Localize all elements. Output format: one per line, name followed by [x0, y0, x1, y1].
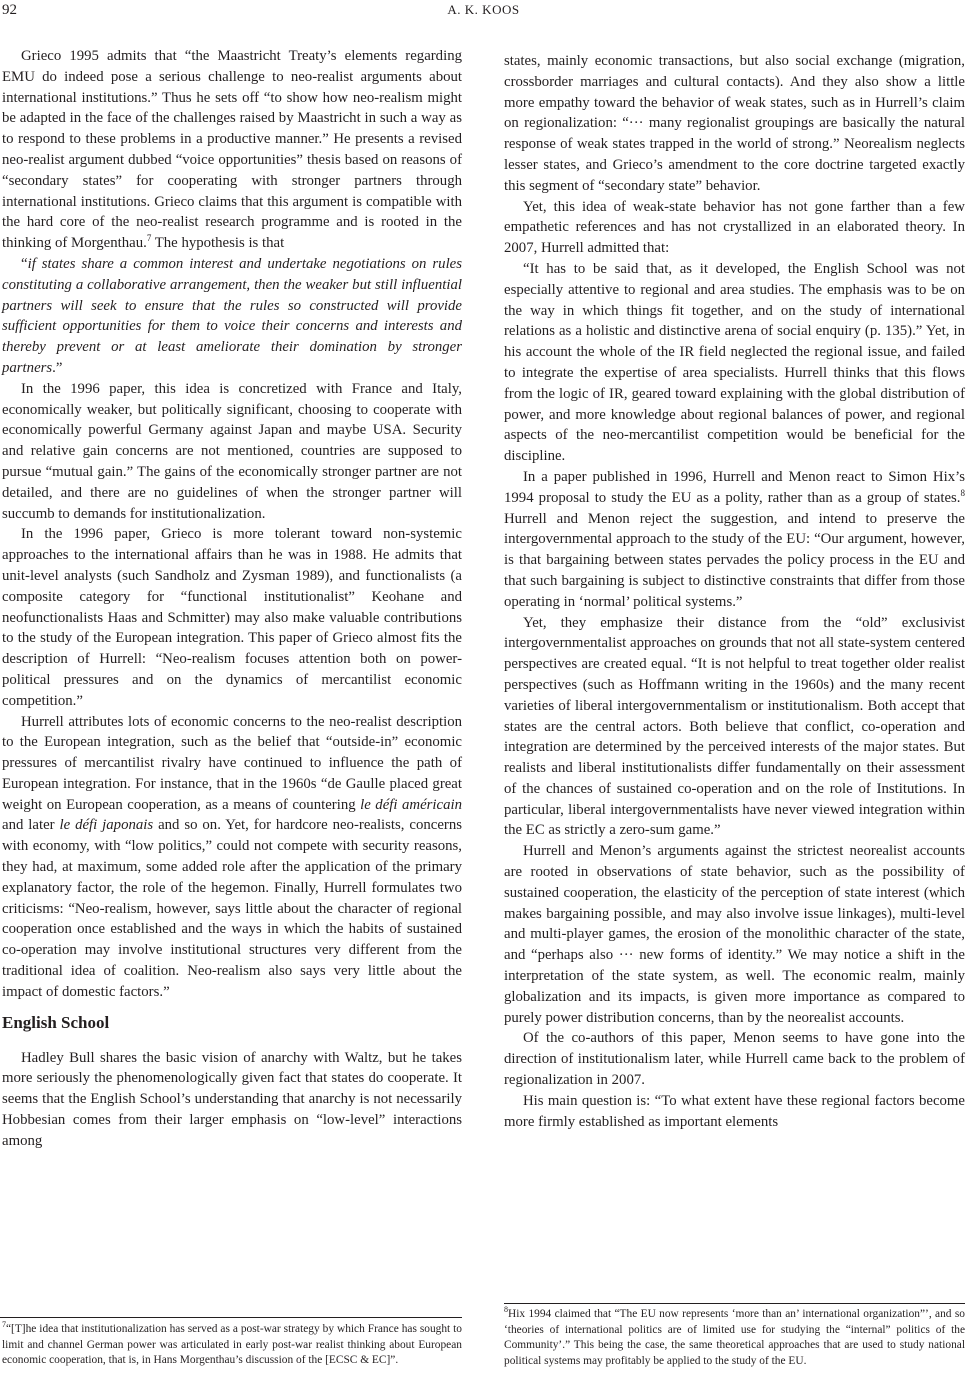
- paragraph-text: The hypothesis is that: [151, 235, 285, 252]
- left-column: [2, 46, 462, 1152]
- footnote-mark: 7: [2, 1320, 6, 1330]
- footnote-divider: [0, 1317, 462, 1318]
- paragraph-text: Grieco 1995 admits that “the Maastricht Treaty’s elements regarding EMU do indeed pose a serious challenge to neo-realist arguments about international institutions.” Thus he sets off “to show how neo-realism might be adapted in the face of the challenges raised by Maastricht in such a way as to respond to these problems in a productive manner.” He presents a revised neo-realist argument dubbed “voice opportunities” thesis based on reasons of “secondary states” for cooperating with stronger partners through international institutions. Grieco claims that this argument is compatible with the hard core of the neo-realist research programme and is rooted in the thinking of Morgenthau.: [2, 48, 462, 252]
- paragraph-text: and later: [2, 817, 60, 834]
- quote-text: if states share a common interest and undertake negotiations on rules constituting a collaborative arrangement, then the weaker but still influential partners will seek to ensure that the rules so constructed will provide sufficient opportunities for them to voice their concerns and interests and thereby prevent or at least ameliorate their domination by stronger partners: [2, 255, 462, 376]
- italic-term: le défi japonais: [59, 817, 154, 834]
- footnote-ref-7: 7: [146, 233, 152, 244]
- paragraph-distance: Yet, they emphasize their distance from the “old” exclusivist intergovernmentalist approaches on grounds that not all state-system centered perspectives are created equal. “It is not helpful to treat together older realist perspectives (such as Hoffmann writing in the 1960s) and the many recent varieties of liberal intergovernmentalism or institutionalism. Both accept that states are the central actors. Both believe that conflict, co-operation and integration are determined by the perceived interests of the major states. But realists and liberal institutionalists differ fundamentally on their assessment of the chances of sustained co-operation and on the role of Institutions. In particular, liberal intergovernmentalists have never viewed integration within the EC as strictly a zero-sum game.”: [504, 614, 965, 839]
- section-heading: English School: [2, 1012, 110, 1032]
- paragraph-1996-france-italy: In the 1996 paper, this idea is concretized with France and Italy, economically weaker, but politically significant, choosing to cooperate with economically powerful Germany against Japan and maybe USA. Security and relative gain concerns are not mentioned, countries are supposed to pursue “mutual gain.” The gains of the economically stronger partner are not detailed, and there are no guidelines of when the stronger partner will succumb to demands for institutionalization.: [2, 380, 462, 522]
- page-header: [0, 2, 967, 24]
- paragraph-grieco-tolerant: In the 1996 paper, Grieco is more tolerant toward non-systemic approaches to the international affairs than he was in 1988. He admits that unit-level analysts (such Sandholz and Zysman 1989), and functionalists (a composite category for “functional institutionalist” Keohane and neofunctionalists Haas and Schmitter) may also make valuable contributions to the study of the European integration. This paper of Grieco almost fits the description of Hurrell: “Neo-realism focuses attention both on power-political pressures and on the dynamics of mercantilist economic competition.”: [2, 526, 462, 709]
- paragraph-coauthors: Of the co-authors of this paper, Menon seems to have gone into the direction of institutionalism later, while Hurrell came back to the problem of regionalization in 2007.: [504, 1030, 965, 1089]
- paragraph-hurrell-economic: [2, 712, 462, 1003]
- footnote-8: [504, 1307, 965, 1369]
- paragraph-arguments: Hurrell and Menon’s arguments against the strictest neorealist accounts are rooted in observations of state behavior, such as the possibility of sustained cooperation, the elasticity of the perception of state interest (which makes bargaining possible, and may also involve issue linkages), multi-level and multi-player games, the erosion of the monolithic character of the state, and “perhaps also ··· new forms of identity.” We may notice a shift in the interpretation of the state system, as well. The economic realm, mainly globalization and its impacts, is given more importance as compared to purely power distribution concerns, than by the neorealist accounts.: [504, 843, 965, 1026]
- paragraph-hurrell-quote: “It has to be said that, as it developed, the English School was not especially attentive to regional and area studies. The emphasis was to be on the way in which things fit together, and on the study of international relations as a holistic and distinctive arena of social enquiry (p. 135).” Yet, in his account the whole of the IR field neglected the regional issue, and failed to integrate the expertise of area specialists. Hurrell thinks that this flows from the logic of IR, geared toward explaining with the global distribution of power, and more knowledge about regional balances of power, and regional aspects of the neo-mercantilist competition would be beneficial for the discipline.: [504, 260, 965, 465]
- paragraph-grieco-1995: [2, 46, 462, 254]
- paragraph-weak-state: Yet, this idea of weak-state behavior has not gone farther than a few empathetic references and has not crystallized in an elaborated theory. In 2007, Hurrell admitted that:: [504, 198, 965, 257]
- footnote-text: Hix 1994 claimed that “The EU now represents ‘more than an’ international organization”’, and so ‘theories of international politics are of limited use for studying the “internal” politics of the Community’.” This being the case, the same theoretical approaches that are used to study national political systems may profitably be applied to the study of the EU.: [504, 1308, 965, 1367]
- italic-term: le défi américain: [360, 796, 462, 813]
- right-column: [504, 51, 965, 1132]
- paragraph-text: Hurrell and Menon reject the suggestion, and intend to preserve the intergovernmental approach to the study of the EU: “Our argument, however, is that bargaining between states pervades the policy process in the EU and that such bargaining is subject to distinctive constraints that differ from those operating in ‘normal’ political systems.”: [504, 510, 965, 610]
- quote-mark: “: [21, 255, 28, 272]
- footnote-7: [2, 1322, 462, 1369]
- paragraph-hurrell-menon: [504, 467, 965, 613]
- footnote-mark: 8: [504, 1305, 508, 1315]
- paragraph-text: In a paper published in 1996, Hurrell and Menon react to Simon Hix’s 1994 proposal to study the EU as a polity, rather than as a group of states.: [504, 468, 965, 506]
- paragraph-main-question: His main question is: “To what extent have these regional factors become more firmly established as important elements: [504, 1092, 965, 1130]
- running-head: A. K. KOOS: [447, 2, 520, 17]
- footnote-divider: [504, 1303, 965, 1304]
- footnote-ref-8: 8: [960, 487, 965, 498]
- paragraph-continued: states, mainly economic transactions, but also social exchange (migration, crossborder marriages and cultural contacts). And they also show a little more empathy toward the behavior of weak states, such as in Hurrell’s claim on regionalization: “··· many regionalist groupings are basically the natural response of weak states trapped in the world of strong.” Neorealism neglects lesser states, and Grieco’s amendment to the core doctrine targeted exactly this segment of “secondary state” behavior.: [504, 53, 965, 194]
- paragraph-hadley-bull: Hadley Bull shares the basic vision of anarchy with Waltz, but he takes more seriously the phenomenologically given fact that states do cooperate. It seems that the English School’s understanding that anarchy is not necessarily Hobbesian comes from their larger emphasis on “low-level” interactions among: [2, 1049, 462, 1149]
- page-number: 92: [2, 2, 17, 18]
- paragraph-text: and so on. Yet, for hardcore neo-realists, concerns with economy, with “low politics,” could not compete with security reasons, they had, at maximum, some added role after the application of the primary explanatory factor, the role of the hegemon. Finally, Hurrell formulates two criticisms: “Neo-realism, however, says little about the character of regional cooperation once established and the ways in which the habits of sustained co-operation may involve institutional structures very different from the traditional idea of coalition. Neo-realism also says very little about the impact of domestic factors.”: [2, 817, 462, 1000]
- footnote-text: “[T]he idea that institutionalization has served as a post-war strategy by which France has sought to limit and channel German power was articulated in early post-war realist thinking about European economic cooperation, that is, in Hans Morgenthau’s discussion of the [ECSC & EC]”.: [2, 1323, 462, 1367]
- hypothesis-quote: [2, 254, 462, 379]
- paragraph-text: Hurrell attributes lots of economic concerns to the neo-realist description to the European integration, such as the belief that “outside-in” economic pressures of mercantilist rivalry have continued to influence the path of European integration. For instance, that in the 1960s “de Gaulle placed great weight on European cooperation, as a means of countering: [2, 713, 462, 813]
- quote-mark: .”: [52, 359, 63, 376]
